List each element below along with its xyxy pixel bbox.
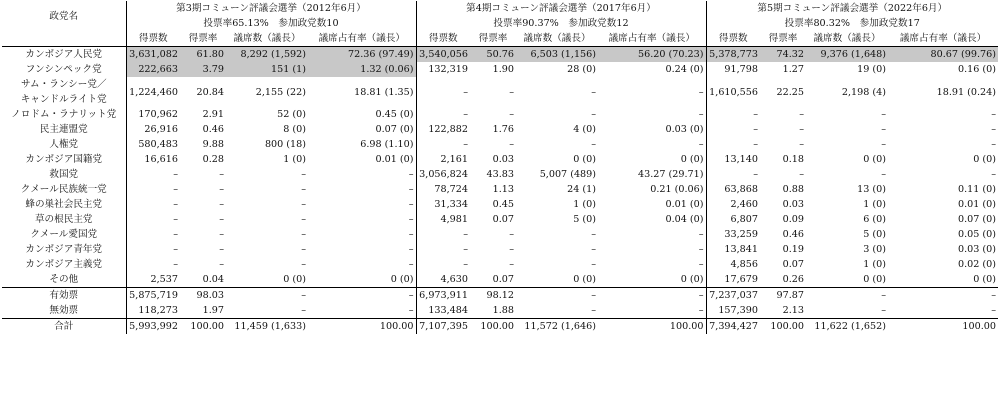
cell: –	[219, 214, 224, 225]
term-3-title: 第3期コミューン評議会選挙（2012年6月）	[126, 1, 416, 16]
cell: –	[799, 124, 804, 135]
cell: –	[881, 124, 886, 135]
table-row	[2, 152, 998, 167]
cell: 1.32 (0.06)	[308, 62, 416, 77]
cell: 3.79	[180, 62, 226, 77]
cell: –	[881, 139, 886, 150]
cell: 20.84	[196, 86, 224, 98]
cell: 91,798	[706, 62, 760, 77]
cell: 0.07	[492, 274, 514, 285]
cell: 0.03 (0)	[957, 244, 996, 255]
cell: 100.00	[888, 319, 998, 335]
cell: 52 (0)	[277, 109, 306, 120]
cell: 98.03	[180, 288, 226, 304]
cell: –	[126, 227, 180, 242]
cell: 1 (0)	[863, 199, 886, 210]
cell: 97.87	[760, 288, 806, 304]
col-vote-share: 得票率	[470, 31, 516, 47]
term-4-title: 第4期コミューン評議会選挙（2017年6月）	[416, 1, 706, 16]
cell: 2,155 (22)	[255, 86, 306, 98]
cell: 31,334	[416, 197, 470, 212]
party-name	[2, 77, 126, 107]
cell: –	[799, 139, 804, 150]
cell: 0.45	[492, 199, 514, 210]
cell: –	[301, 169, 306, 180]
cell: –	[509, 139, 514, 150]
cell: 0 (0)	[573, 274, 596, 285]
cell: 0 (0)	[680, 154, 704, 165]
cell: 1.76	[492, 124, 514, 135]
summary-rows	[2, 288, 998, 335]
cell: 4,856	[706, 257, 760, 272]
cell: –	[301, 214, 306, 225]
cell: 78,724	[416, 182, 470, 197]
cell: 0 (0)	[283, 274, 306, 285]
cell: 0.24 (0)	[665, 64, 704, 75]
cell: 1.97	[202, 305, 224, 316]
cell: 0 (0)	[573, 154, 596, 165]
cell: 0.04 (0)	[665, 214, 704, 225]
cell: –	[126, 167, 180, 182]
summary-label: 合計	[2, 319, 126, 335]
cell: 5 (0)	[863, 229, 886, 240]
cell: 1,224,460	[126, 77, 180, 107]
cell: 63,868	[706, 182, 760, 197]
party-name: カンボジア青年党	[25, 244, 103, 255]
cell: 100.00	[180, 319, 226, 335]
cell: –	[509, 109, 514, 120]
col-seat-share: 議席占有率（議長）	[308, 31, 416, 47]
party-name-line1: サム・ランシー党／	[20, 79, 107, 90]
cell: 157,390	[706, 303, 760, 319]
cell: –	[408, 169, 414, 180]
summary-label: 有効票	[2, 288, 126, 304]
party-name: ノロドム・ラナリット党	[11, 109, 117, 120]
col-seats: 議席数（議長）	[516, 31, 598, 47]
cell: –	[881, 109, 886, 120]
cell: 61.80	[180, 47, 226, 63]
cell: –	[591, 139, 596, 150]
cell: 3,056,824	[416, 167, 470, 182]
cell: 1.13	[492, 184, 514, 195]
cell: 4,981	[416, 212, 470, 227]
cell: –	[516, 288, 598, 304]
cell: –	[301, 199, 306, 210]
cell: 0.46	[202, 124, 224, 135]
party-name: カンボジア主義党	[25, 259, 103, 270]
term-3-info: 投票率65.13% 参加政党数10	[126, 16, 416, 31]
table-row-valid	[2, 288, 998, 304]
cell: 19 (0)	[857, 64, 886, 75]
cell: –	[408, 229, 414, 240]
party-name: クメール民族統一党	[20, 184, 107, 195]
table-row	[2, 122, 998, 137]
cell: 100.00	[760, 319, 806, 335]
cell: 0.88	[782, 184, 804, 195]
cell: 11,622 (1,652)	[806, 319, 888, 335]
col-seats: 議席数（議長）	[806, 31, 888, 47]
cell: –	[509, 244, 514, 255]
cell: –	[698, 86, 704, 98]
cell: –	[126, 242, 180, 257]
cell: –	[126, 182, 180, 197]
cell: 18.81 (1.35)	[354, 86, 414, 98]
cell: 6 (0)	[863, 214, 886, 225]
table-row-total	[2, 319, 998, 335]
cell: –	[991, 109, 996, 120]
cell: 100.00	[308, 319, 416, 335]
cell: –	[698, 229, 704, 240]
cell: 3 (0)	[863, 244, 886, 255]
cell: –	[591, 86, 596, 98]
term-5-info: 投票率80.32% 参加政党数17	[706, 16, 998, 31]
cell: –	[698, 139, 704, 150]
cell: 132,319	[416, 62, 470, 77]
cell: –	[408, 244, 414, 255]
cell: 1,610,556	[706, 77, 760, 107]
cell: –	[301, 305, 306, 316]
cell: 5,007 (489)	[539, 169, 596, 180]
cell: –	[219, 244, 224, 255]
party-name: フンシンペック党	[25, 64, 102, 75]
cell: 0.19	[782, 244, 804, 255]
cell: 1 (0)	[573, 199, 596, 210]
cell: –	[591, 259, 596, 270]
cell: 8,292 (1,592)	[226, 47, 308, 63]
cell: 26,916	[126, 122, 180, 137]
cell: –	[301, 259, 306, 270]
term-4-info: 投票率90.37% 参加政党数12	[416, 16, 706, 31]
cell: –	[509, 259, 514, 270]
cell: –	[416, 77, 470, 107]
cell: 7,107,395	[416, 319, 470, 335]
cell: 74.32	[760, 47, 806, 63]
cell: –	[598, 288, 706, 304]
cell: 13,841	[706, 242, 760, 257]
cell: 0.04	[202, 274, 224, 285]
cell: 9,376 (1,648)	[806, 47, 888, 63]
cell: 0.16 (0)	[957, 64, 996, 75]
cell: –	[698, 244, 704, 255]
cell: 7,394,427	[706, 319, 760, 335]
cell: 33,259	[706, 227, 760, 242]
cell: 11,459 (1,633)	[226, 319, 308, 335]
cell: –	[219, 199, 224, 210]
table-row	[2, 107, 998, 122]
cell: 5 (0)	[573, 214, 596, 225]
cell: 17,679	[706, 272, 760, 288]
cell: 4 (0)	[573, 124, 596, 135]
cell: –	[698, 305, 704, 316]
cell: –	[226, 288, 308, 304]
cell: –	[881, 169, 886, 180]
cell: –	[308, 288, 416, 304]
cell: –	[416, 107, 470, 122]
table-row	[2, 242, 998, 257]
cell: 0.03	[782, 199, 804, 210]
cell: 5,993,992	[126, 319, 180, 335]
cell: –	[301, 244, 306, 255]
table-row	[2, 137, 998, 152]
cell: 50.76	[470, 47, 516, 63]
cell: 0.07	[492, 214, 514, 225]
cell: 0.01 (0)	[957, 199, 996, 210]
cell: 0.46	[782, 229, 804, 240]
cell: 13 (0)	[857, 184, 886, 195]
cell: 6,807	[706, 212, 760, 227]
party-name: その他	[49, 274, 79, 285]
party-name: カンボジア国籍党	[25, 154, 103, 165]
col-votes: 得票数	[706, 31, 760, 47]
cell: –	[799, 109, 804, 120]
cell: 28 (0)	[567, 64, 596, 75]
cell: 5,378,773	[706, 47, 760, 63]
cell: 2.91	[202, 109, 224, 120]
cell: 3,540,056	[416, 47, 470, 63]
cell: –	[991, 169, 996, 180]
cell: 2,198 (4)	[841, 86, 886, 98]
cell: 0.03 (0)	[665, 124, 704, 135]
cell: –	[416, 137, 470, 152]
cell: 580,483	[126, 137, 180, 152]
cell: 80.67 (99.76)	[888, 47, 998, 63]
cell: 122,882	[416, 122, 470, 137]
party-name: 人権党	[49, 139, 79, 150]
party-name-line2: キャンドルライト党	[20, 94, 107, 105]
cell: –	[416, 257, 470, 272]
cell: 6.98 (1.10)	[360, 139, 414, 150]
table-row	[2, 182, 998, 197]
table-row	[2, 227, 998, 242]
cell: 24 (1)	[567, 184, 596, 195]
cell: –	[591, 229, 596, 240]
cell: 0.07	[782, 259, 804, 270]
cell: –	[591, 305, 596, 316]
cell: –	[991, 124, 996, 135]
cell: –	[806, 288, 888, 304]
cell: 0.11 (0)	[957, 184, 996, 195]
table-row	[2, 62, 998, 77]
cell: 0.03	[492, 154, 514, 165]
cell: –	[881, 305, 886, 316]
term-5-title: 第5期コミューン評議会選挙（2022年6月）	[706, 1, 998, 16]
cell: 0 (0)	[390, 274, 414, 285]
cell: 1.88	[492, 305, 514, 316]
cell: –	[126, 257, 180, 272]
cell: 72.36 (97.49)	[308, 47, 416, 63]
cell: 800 (18)	[264, 139, 306, 150]
table-row-invalid	[2, 303, 998, 319]
cell: –	[698, 109, 704, 120]
party-name: カンボジア人民党	[25, 49, 103, 60]
party-column-spacer	[2, 31, 126, 47]
cell: 18.91 (0.24)	[936, 86, 996, 98]
table-row	[2, 77, 998, 107]
cell: 0.26	[782, 274, 804, 285]
cell: 0.09	[782, 214, 804, 225]
cell: 0.01 (0)	[665, 199, 704, 210]
cell: –	[126, 197, 180, 212]
party-name: クメール愛国党	[30, 229, 98, 240]
cell: –	[301, 184, 306, 195]
cell: 0.28	[202, 154, 224, 165]
cell: 9.88	[202, 139, 224, 150]
cell: 133,484	[416, 303, 470, 319]
cell: 170,962	[126, 107, 180, 122]
cell: 0.18	[782, 154, 804, 165]
cell: –	[219, 184, 224, 195]
col-seats: 議席数（議長）	[226, 31, 308, 47]
cell: –	[408, 259, 414, 270]
party-name: 草の根民主党	[34, 214, 93, 225]
cell: 2,161	[416, 152, 470, 167]
cell: –	[706, 107, 760, 122]
cell: 7,237,037	[706, 288, 760, 304]
party-name: 蜂の巣社会民主党	[25, 199, 103, 210]
cell: –	[416, 227, 470, 242]
cell: 151 (1)	[226, 62, 308, 77]
cell: –	[509, 86, 514, 98]
cell: 4,630	[416, 272, 470, 288]
cell: 43.83	[486, 169, 514, 180]
cell: –	[408, 199, 414, 210]
cell: 0 (0)	[863, 154, 886, 165]
col-seat-share: 議席占有率（議長）	[888, 31, 998, 47]
cell: 2.13	[782, 305, 804, 316]
cell: 2,460	[706, 197, 760, 212]
cell: –	[416, 242, 470, 257]
cell: 0 (0)	[973, 154, 996, 165]
summary-label: 無効票	[49, 305, 79, 316]
col-vote-share: 得票率	[760, 31, 806, 47]
table-row	[2, 197, 998, 212]
cell: –	[706, 137, 760, 152]
cell: 0 (0)	[863, 274, 886, 285]
cell: 6,973,911	[416, 288, 470, 304]
cell: 22.25	[776, 86, 804, 98]
party-name: 救国党	[49, 169, 79, 180]
cell: –	[408, 214, 414, 225]
cell: 2,537	[126, 272, 180, 288]
table-row	[2, 257, 998, 272]
table-header	[2, 1, 998, 47]
cell: 5,875,719	[126, 288, 180, 304]
cell: –	[991, 305, 996, 316]
cell: –	[408, 184, 414, 195]
cell: 0.21 (0.06)	[650, 184, 704, 195]
col-votes: 得票数	[416, 31, 470, 47]
cell: 100.00	[598, 319, 706, 335]
cell: 0.07 (0)	[375, 124, 414, 135]
cell: 8 (0)	[283, 124, 306, 135]
col-vote-share: 得票率	[180, 31, 226, 47]
cell: –	[219, 259, 224, 270]
table-row	[2, 167, 998, 182]
cell: 100.00	[470, 319, 516, 335]
col-votes: 得票数	[126, 31, 180, 47]
cell: –	[799, 169, 804, 180]
cell: 13,140	[706, 152, 760, 167]
cell: 6,503 (1,156)	[516, 47, 598, 63]
cell: 0 (0)	[680, 274, 704, 285]
cell: 1.27	[782, 64, 804, 75]
cell: –	[706, 167, 760, 182]
cell: 11,572 (1,646)	[516, 319, 598, 335]
cell: 118,273	[126, 303, 180, 319]
table-row	[2, 212, 998, 227]
cell: 98.12	[470, 288, 516, 304]
cell: 16,616	[126, 152, 180, 167]
cell: –	[991, 139, 996, 150]
table-row	[2, 47, 998, 63]
cell: 0.05 (0)	[957, 229, 996, 240]
cell: 1 (0)	[283, 154, 306, 165]
cell: 43.27 (29.71)	[638, 169, 704, 180]
cell: 222,663	[126, 62, 180, 77]
cell: 0.45 (0)	[375, 109, 414, 120]
cell: 56.20 (70.23)	[598, 47, 706, 63]
cell: 0.07 (0)	[957, 214, 996, 225]
cell: 0.02 (0)	[957, 259, 996, 270]
cell: –	[219, 169, 224, 180]
col-seat-share: 議席占有率（議長）	[598, 31, 706, 47]
cell: –	[219, 229, 224, 240]
cell: 0 (0)	[973, 274, 996, 285]
party-name: 民主連盟党	[39, 124, 88, 135]
cell: 0.01 (0)	[375, 154, 414, 165]
cell: –	[888, 288, 998, 304]
cell: 1 (0)	[863, 259, 886, 270]
election-results-table	[2, 1, 998, 334]
party-rows	[2, 47, 998, 288]
cell: –	[301, 229, 306, 240]
cell: 3,631,082	[126, 47, 180, 63]
cell: –	[408, 305, 414, 316]
cell: –	[509, 229, 514, 240]
table-row	[2, 272, 998, 288]
cell: –	[591, 244, 596, 255]
cell: –	[126, 212, 180, 227]
cell: –	[706, 122, 760, 137]
cell: –	[698, 259, 704, 270]
cell: –	[591, 109, 596, 120]
party-column-header: 政党名	[49, 10, 79, 22]
cell: 1.90	[492, 64, 514, 75]
